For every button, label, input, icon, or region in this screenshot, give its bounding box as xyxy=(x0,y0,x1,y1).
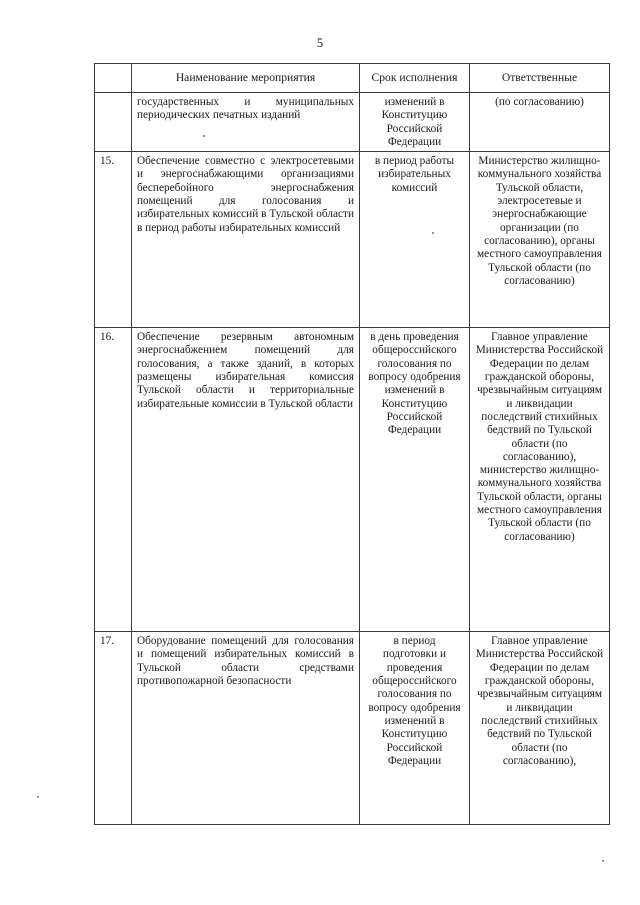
table-header-row xyxy=(95,64,610,93)
table-row xyxy=(95,93,610,152)
row-number xyxy=(95,93,132,152)
scan-speck xyxy=(602,860,604,862)
scan-speck xyxy=(37,796,39,798)
event-name: Оборудование помещений для голосования и помещений избирательных комиссий в Тульской области средствами противопожарной безопасности xyxy=(132,632,360,825)
table-row xyxy=(95,328,610,632)
event-name: государственных и муниципальных периодических печатных изданий xyxy=(132,93,360,152)
event-name: Обеспечение совместно с электросетевыми и энергоснабжающими организациями бесперебойного энергоснабжения помещений для голосования и избирательных комиссий в Тульской области в период работы избирательных комиссий xyxy=(132,152,360,328)
header-term: Срок исполнения xyxy=(360,64,470,93)
row-number: 15. xyxy=(95,152,132,328)
row-number: 16. xyxy=(95,328,132,632)
page-number: 5 xyxy=(316,36,324,50)
event-term: в период работы избирательных комиссий xyxy=(360,152,470,328)
event-responsible: (по согласованию) xyxy=(470,93,610,152)
event-name: Обеспечение резервным автономным энергоснабжением помещений для голосования, а также зданий, в которых размещены избирательная комиссия Тульской области и территориальные избирательные комиссии в Тульской области xyxy=(132,328,360,632)
header-responsible: Ответственные xyxy=(470,64,610,93)
scan-speck xyxy=(432,232,434,234)
scan-speck xyxy=(203,135,205,137)
header-name: Наименование мероприятия xyxy=(132,64,360,93)
table-row xyxy=(95,152,610,328)
event-responsible: Главное управление Министерства Российской Федерации по делам гражданской обороны, чрезвычайным ситуациям и ликвидации последствий стихийных бедствий по Тульской области (по согласованию), xyxy=(470,632,610,825)
event-term: изменений в Конституцию Российской Федерации xyxy=(360,93,470,152)
events-table xyxy=(94,63,610,825)
event-term: в день проведения общероссийского голосования по вопросу одобрения изменений в Конституцию Российской Федерации xyxy=(360,328,470,632)
event-responsible: Главное управление Министерства Российской Федерации по делам гражданской обороны, чрезвычайным ситуациям и ликвидации последствий стихийных бедствий по Тульской области (по согласованию), министерство жилищно-коммунального хозяйства Тульской области, органы местного самоуправления Тульской области (по согласованию) xyxy=(470,328,610,632)
event-term: в период подготовки и проведения общероссийского голосования по вопросу одобрения изменений в Конституцию Российской Федерации xyxy=(360,632,470,825)
row-number: 17. xyxy=(95,632,132,825)
table-row xyxy=(95,632,610,825)
event-responsible: Министерство жилищно-коммунального хозяйства Тульской области, электросетевые и энергоснабжающие организации (по согласованию), органы местного самоуправления Тульской области (по согласованию) xyxy=(470,152,610,328)
header-num xyxy=(95,64,132,93)
